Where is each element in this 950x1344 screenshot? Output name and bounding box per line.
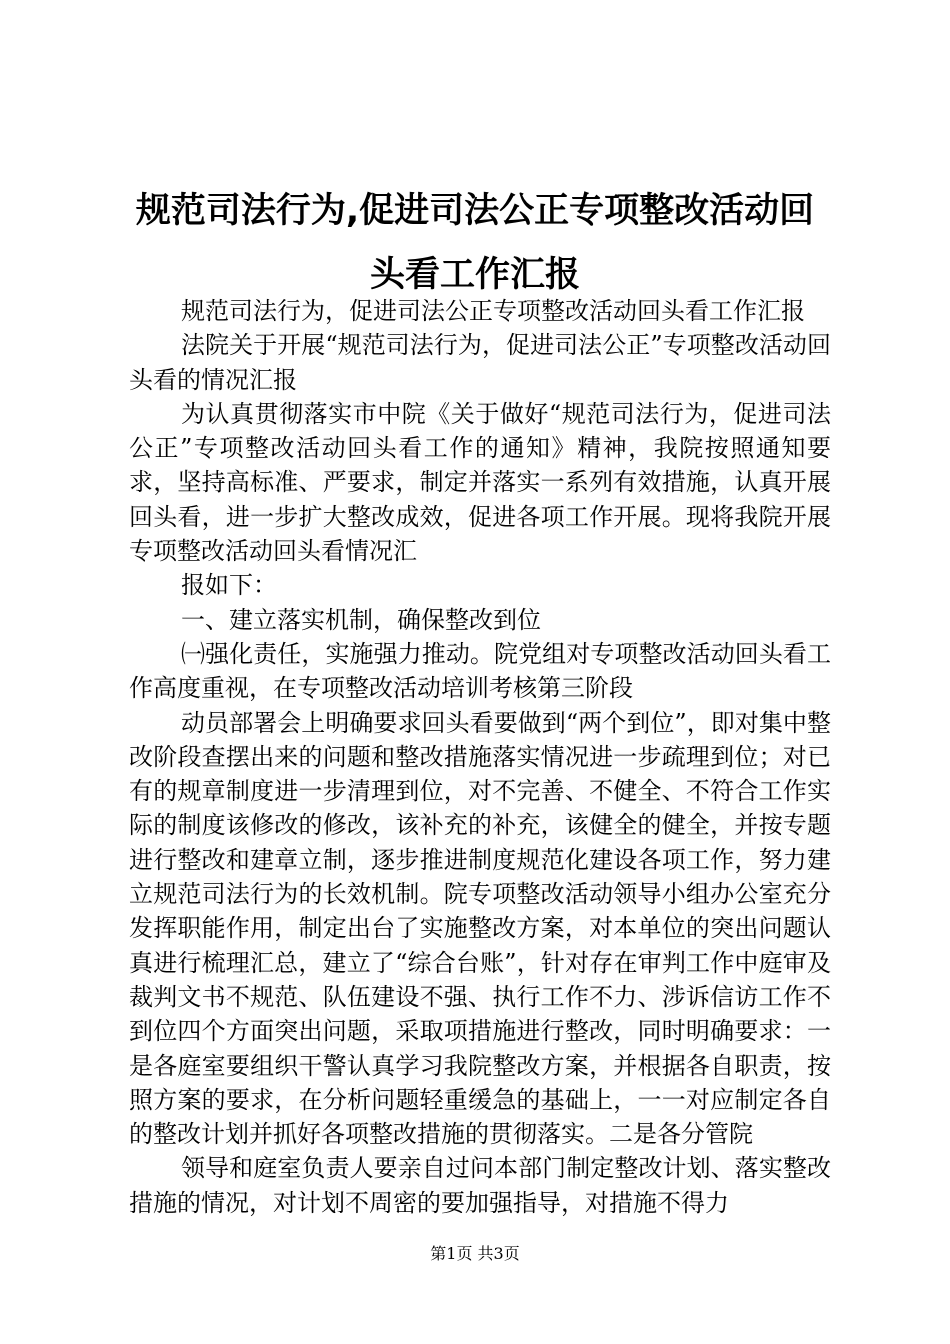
paragraph-mobilization: 动员部署会上明确要求回头看要做到“两个到位”，即对集中整改阶段查摆出来的问题和整改措施落实情况进一步疏理到位；对已有的规章制度进一步清理到位，对不完善、不健全、不符合工作实际的制度该修改的修改，该补充的补充，该健全的健全，并按专题进行整改和建章立制，逐步推进制度规范化建设各项工作，努力建立规范司法行为的长效机制。院专项整改活动领导小组办公室充分发挥职能作用，制定出台了实施整改方案，对本单位的突出问题认真进行梳理汇总，建立了“综合台账”，针对存在审判工作中庭审及裁判文书不规范、队伍建设不强、执行工作不力、涉诉信访工作不到位四个方面突出问题，采取项措施进行整改，同时明确要求：一是各庭室要组织干警认真学习我院整改方案，并根据各自职责，按照方案的要求，在分析问题轻重缓急的基础上，一一对应制定各自的整改计划并抓好各项整改措施的贯彻落实。二是各分管院 (129, 708, 831, 1149)
document-body (129, 294, 831, 1220)
document-title-line-2: 头看工作汇报 (369, 255, 580, 295)
paragraph-leadership: 领导和庭室负责人要亲自过问本部门制定整改计划、落实整改措施的情况，对计划不周密的要加强指导，对措施不得力 (129, 1154, 831, 1217)
paragraph-report-title: 规范司法行为，促进司法公正专项整改活动回头看工作汇报 (181, 297, 805, 325)
document-title-line-1: 规范司法行为,促进司法公正专项整改活动回 (135, 191, 815, 231)
paragraph-report-as-follows: 报如下： (181, 571, 277, 600)
section-heading-1: 一、建立落实机制，确保整改到位 (181, 605, 541, 634)
subsection-heading-1: ㈠强化责任，实施强力推动。院党组对专项整改活动回头看工作高度重视，在专项整改活动培训考核第三阶段 (129, 639, 831, 703)
paragraph-introduction: 为认真贯彻落实市中院《关于做好“规范司法行为，促进司法公正”专项整改活动回头看工作的通知》精神，我院按照通知要求，坚持高标准、严要求，制定并落实一系列有效措施，认真开展回头看，进一步扩大整改成效，促进各项工作开展。现将我院开展专项整改活动回头看情况汇 (129, 399, 831, 566)
page-footer: 第1页 共3页 (430, 1244, 520, 1263)
paragraph-report-subtitle: 法院关于开展“规范司法行为，促进司法公正”专项整改活动回头看的情况汇报 (129, 331, 831, 394)
